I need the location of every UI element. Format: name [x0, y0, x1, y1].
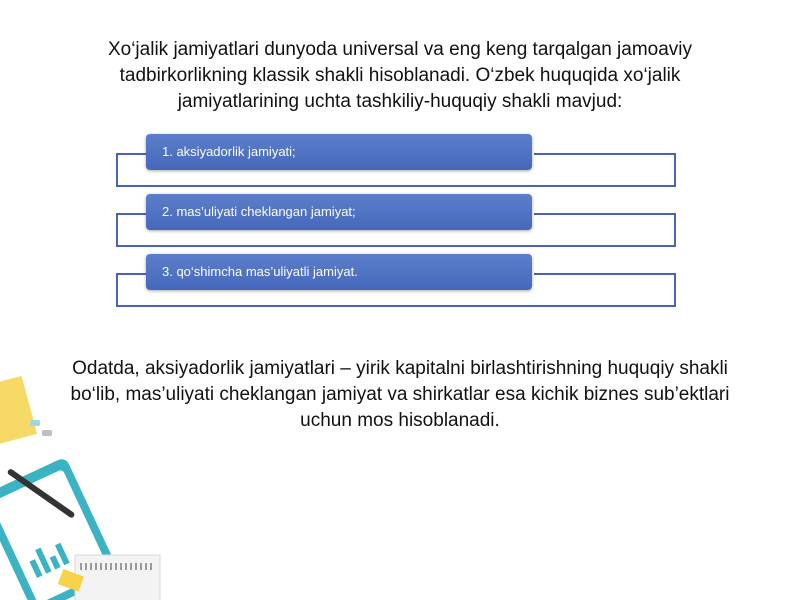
intro-paragraph: Xo‘jalik jamiyatlari dunyoda universal va eng keng tarqalgan jamoaviy tadbirkorlikning klassik shakli hisoblanadi. O‘zbek huquqida xo‘jalik jamiyatlarining uchta tashkiliy-huquqiy shakli mavjud: — [107, 39, 693, 112]
outro-paragraph: Odatda, aksiyadorlik jamiyatlari – yirik kapitalni birlashtirishning huquqiy shakli bo‘lib, mas’uliyati cheklangan jamiyat va shirkatlar esa kichik biznes sub’ektlari uchun mos hisoblanadi. — [70, 358, 730, 431]
list-item-aksiyadorlik: 1. aksiyadorlik jamiyati; — [146, 134, 532, 170]
list-item-mchj: 2. mas’uliyati cheklangan jamiyat; — [146, 194, 532, 230]
list-item-qmj: 3. qo‘shimcha mas’uliyatli jamiyat. — [146, 254, 532, 290]
office-supplies-illustration-icon — [0, 360, 170, 600]
